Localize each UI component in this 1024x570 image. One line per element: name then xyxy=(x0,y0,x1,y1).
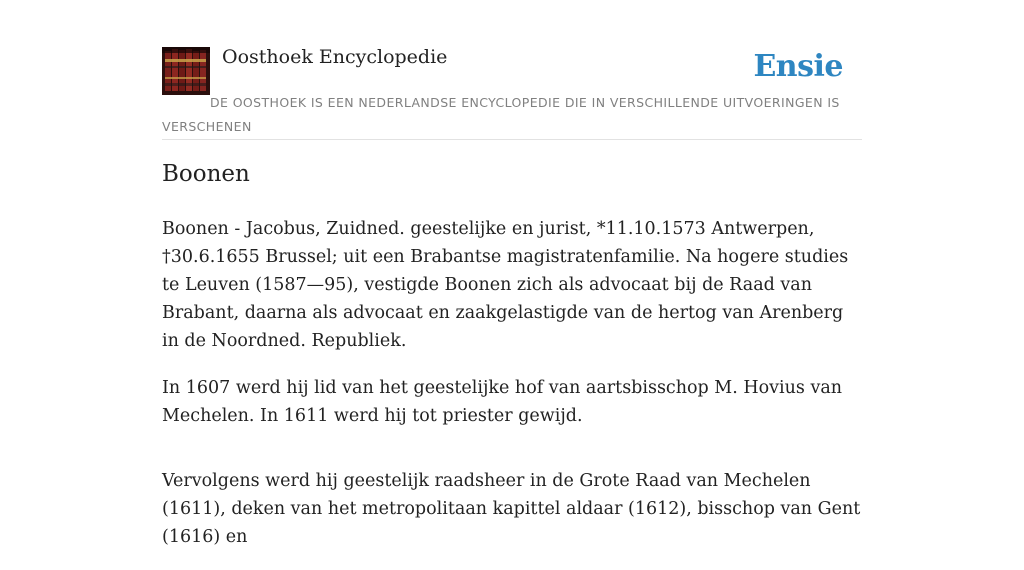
article-paragraph: In 1607 werd hij lid van het geestelijke hof van aartsbisschop M. Hovius van Mechelen. In 1611 werd hij tot priester gewijd. xyxy=(162,378,843,426)
site-avatar[interactable] xyxy=(162,47,210,95)
brand-logo[interactable]: Ensie xyxy=(753,49,843,84)
article-body xyxy=(162,215,862,570)
site-header xyxy=(162,45,862,140)
site-description: DE OOSTHOEK IS EEN NEDERLANDSE ENCYCLOPEDIE DIE IN VERSCHILLENDE UITVOERINGEN IS VERSCHENEN xyxy=(162,95,840,134)
article-paragraph: Vervolgens werd hij geestelijk raadsheer in de Grote Raad van Mechelen (1611), deken van het metropolitaan kapittel aldaar (1612), bisschop van Gent (1616) en xyxy=(162,471,861,547)
article-title: Boonen xyxy=(162,161,250,187)
article-paragraph: Boonen - Jacobus, Zuidned. geestelijke en jurist, *11.10.1573 Antwerpen, †30.6.1655 Brussel; uit een Brabantse magistratenfamilie. Na hogere studies te Leuven (1587—95), vestigde Boonen zich als advocaat bij de Raad van Brabant, daarna als advocaat en zaakgelastigde van de hertog van Arenberg in de Noordned. Republiek. xyxy=(162,219,849,351)
site-name[interactable]: Oosthoek Encyclopedie xyxy=(222,46,448,68)
book-spines-icon xyxy=(162,47,210,95)
